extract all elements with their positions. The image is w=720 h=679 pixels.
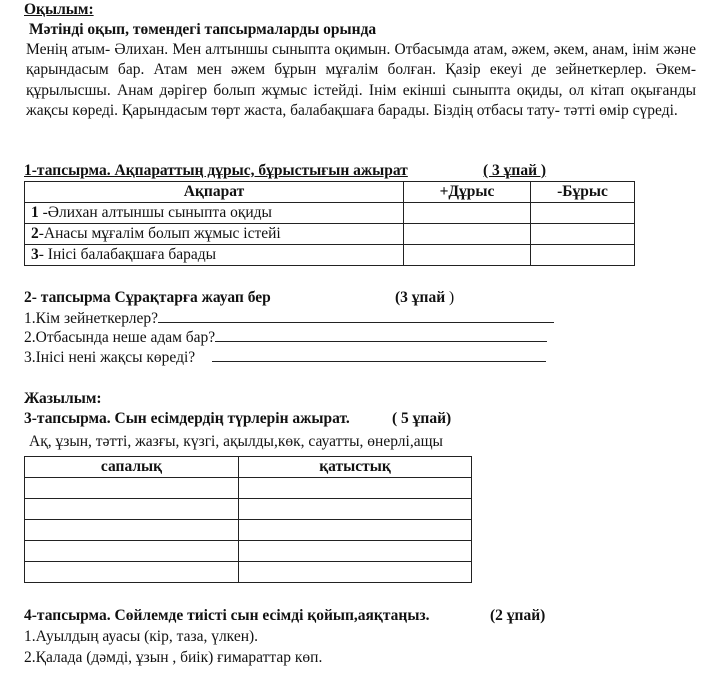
task4-item-1: 1.Ауылдың ауасы (кір, таза, үлкен).	[24, 628, 259, 645]
task1-title: 1-тапсырма. Ақпараттың дұрыс, бұрыстығын ажырат	[24, 162, 408, 179]
task3-cell[interactable]	[25, 520, 239, 541]
task2-title: 2- тапсырма Сұрақтарға жауап бер	[24, 289, 271, 306]
task1-header-info: Ақпарат	[25, 182, 404, 203]
task1-row-3-text: 3- Інісі балабақшаға барады	[25, 245, 404, 266]
task1-row-1-text: 1 -Әлихан алтыншы сыныпта оқиды	[25, 203, 404, 224]
task2-question-1: 1.Кім зейнеткерлер?	[24, 310, 554, 328]
task1-row-2-false-cell[interactable]	[531, 224, 635, 245]
task1-row-1-true-cell[interactable]	[404, 203, 531, 224]
task1-row-3-false-cell[interactable]	[531, 245, 635, 266]
task2-question-3: 3.Інісі нені жақсы көреді?	[24, 349, 546, 367]
answer-line-2[interactable]	[215, 329, 547, 342]
task1-row-1-false-cell[interactable]	[531, 203, 635, 224]
task3-table	[24, 456, 472, 583]
task1-header-false: -Бұрыс	[531, 182, 635, 203]
task3-cell[interactable]	[239, 499, 472, 520]
task1-header-true: +Дұрыс	[404, 182, 531, 203]
table-row	[25, 541, 472, 562]
task3-cell[interactable]	[239, 478, 472, 499]
task3-cell[interactable]	[239, 541, 472, 562]
table-row	[25, 520, 472, 541]
reading-heading: Оқылым:	[24, 1, 94, 18]
task3-cell[interactable]	[25, 562, 239, 583]
task3-cell[interactable]	[25, 478, 239, 499]
task3-cell[interactable]	[25, 541, 239, 562]
task3-title: 3-тапсырма. Сын есімдердің түрлерін ажырат.	[24, 410, 350, 427]
task2-question-2: 2.Отбасында неше адам бар?	[24, 329, 547, 347]
task3-cell[interactable]	[239, 562, 472, 583]
task4-item-2: 2.Қалада (дәмді, ұзын , биік) ғимараттар көп.	[24, 649, 323, 666]
reading-instruction: Мәтінді оқып, төмендегі тапсырмаларды орында	[29, 21, 377, 38]
task3-header-qualitative: сапалық	[25, 457, 239, 478]
writing-heading: Жазылым:	[24, 390, 102, 407]
table-row	[25, 499, 472, 520]
reading-text: Менің атым- Әлихан. Мен алтыншы сыныпта оқимын. Отбасымда атам, әжем, әкем, анам, інім және қарындасым бар. Атам мен әжем бұрын мұғалім болған. Қазір екеуі де зейнеткерлер. Әкем- құрылысшы. Анам дәрігер болып жұмыс істейді. Інім екінші сыныпта оқиды, ол кітап оқығанды жақсы көреді. Қарындасым төрт жаста, балабақшаға барады. Біздің отбасы тату- тәтті өмір сүреді.	[26, 41, 696, 120]
task4-title: 4-тапсырма. Сөйлемде тиісті сын есімді қойып,аяқтаңыз.	[24, 607, 430, 624]
table-row	[25, 203, 635, 224]
task3-cell[interactable]	[25, 499, 239, 520]
task3-cell[interactable]	[239, 520, 472, 541]
task1-points: ( 3 ұпай )	[483, 162, 547, 179]
task3-words: Ақ, ұзын, тәтті, жазғы, күзгі, ақылды,көк, сауатты, өнерлі,ащы	[29, 433, 443, 450]
task1-row-2-true-cell[interactable]	[404, 224, 531, 245]
task1-row-3-true-cell[interactable]	[404, 245, 531, 266]
task1-table	[24, 181, 635, 266]
task4-points: (2 ұпай)	[490, 607, 546, 624]
task2-points: (3 ұпай )	[395, 289, 455, 306]
answer-line-3[interactable]	[212, 349, 546, 362]
table-row	[25, 224, 635, 245]
task3-points: ( 5 ұпай)	[392, 410, 452, 427]
table-row	[25, 478, 472, 499]
table-row	[25, 562, 472, 583]
answer-line-1[interactable]	[158, 310, 554, 323]
task3-header-relative: қатыстық	[239, 457, 472, 478]
table-row	[25, 245, 635, 266]
task1-row-2-text: 2-Анасы мұғалім болып жұмыс істейі	[25, 224, 404, 245]
